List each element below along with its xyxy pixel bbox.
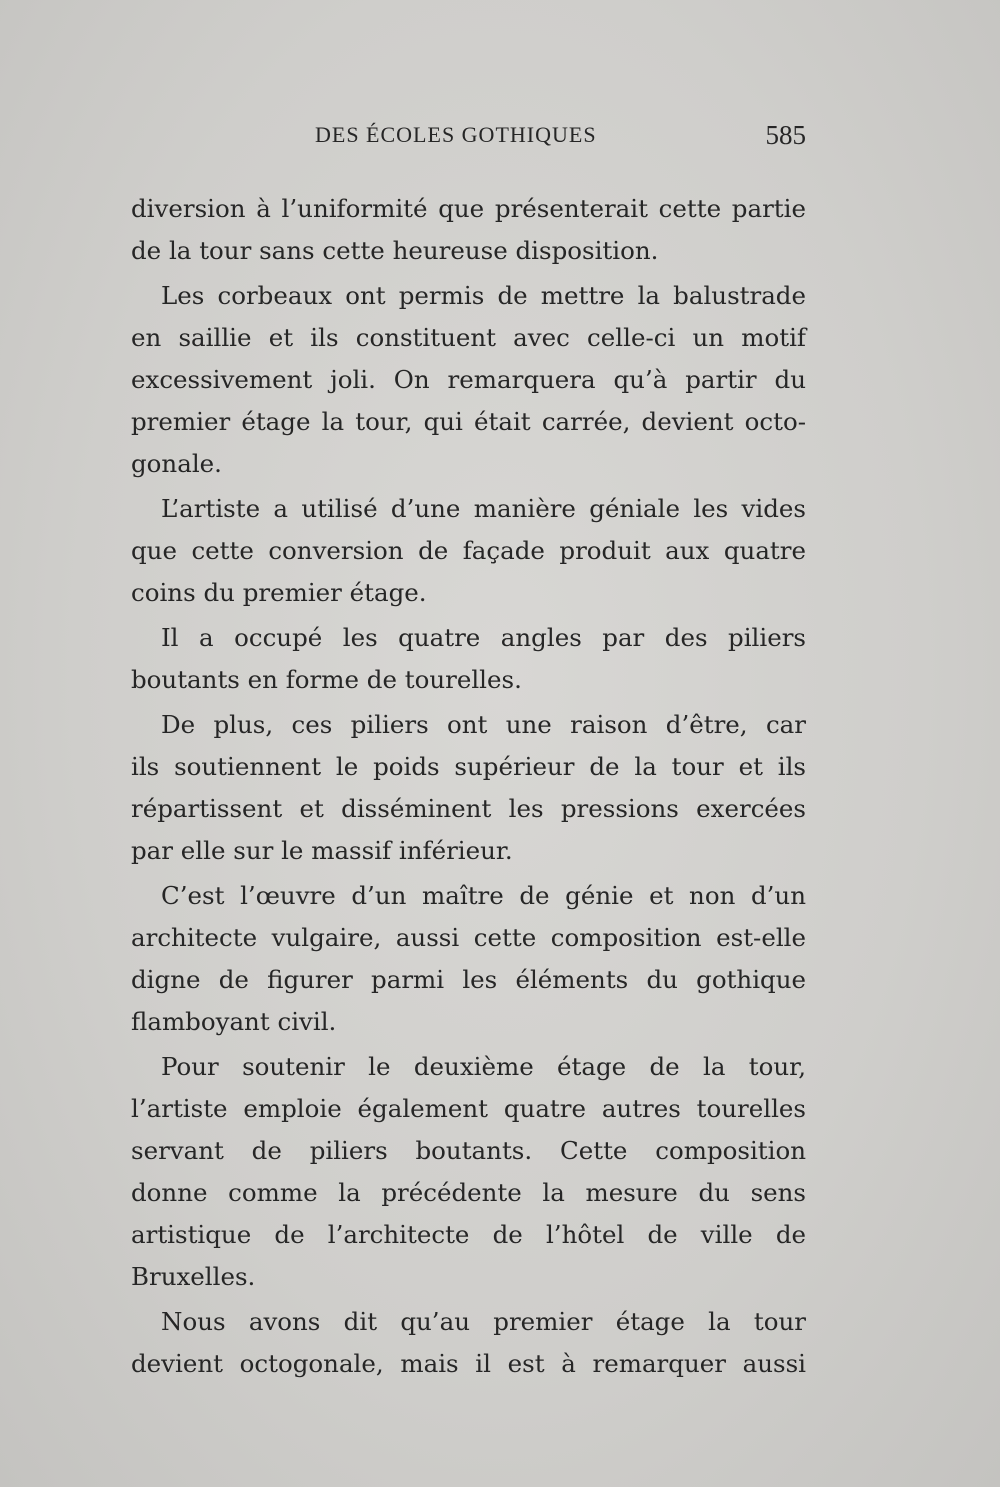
paragraph (131, 188, 806, 272)
text-line: Les corbeaux ont permis de mettre la balustrade (161, 281, 806, 310)
text-line: premier étage la tour, qui était carrée, devient octo- (131, 407, 806, 436)
text-line: excessivement joli. On remarquera qu’à partir du (131, 365, 806, 394)
text-line: De plus, ces piliers ont une raison d’être, car (161, 710, 806, 739)
body-text (131, 188, 806, 1388)
running-head: DES ÉCOLES GOTHIQUES (315, 122, 597, 147)
paragraph (131, 1301, 806, 1385)
text-line: C’est l’œuvre d’un maître de génie et non d’un (161, 881, 806, 910)
text-line: Nous avons dit qu’au premier étage la tour (161, 1307, 806, 1336)
paragraph (131, 704, 806, 872)
paragraph (131, 617, 806, 701)
paragraph (131, 1046, 806, 1298)
text-line: Bruxelles. (131, 1262, 256, 1291)
text-line: servant de piliers boutants. Cette composition (131, 1136, 806, 1165)
text-line: de la tour sans cette heureuse disposition. (131, 236, 659, 265)
paragraph (131, 488, 806, 614)
paragraph (131, 275, 806, 485)
text-line: Il a occupé les quatre angles par des piliers (161, 623, 806, 652)
text-line: gonale. (131, 449, 222, 478)
text-line: que cette conversion de façade produit aux quatre (131, 536, 806, 565)
text-line: coins du premier étage. (131, 578, 427, 607)
text-line: en saillie et ils constituent avec celle-ci un motif (131, 323, 806, 352)
text-line: l’artiste emploie également quatre autres tourelles (131, 1094, 806, 1123)
text-line: répartissent et disséminent les pressions exercées (131, 794, 806, 823)
text-line: digne de figurer parmi les éléments du gothique (131, 965, 806, 994)
page-header (130, 122, 806, 162)
page-number: 585 (765, 120, 806, 150)
text-line: donne comme la précédente la mesure du sens (131, 1178, 806, 1207)
text-line: architecte vulgaire, aussi cette composition est-elle (131, 923, 806, 952)
text-line: flamboyant civil. (131, 1007, 337, 1036)
text-line: Pour soutenir le deuxième étage de la tour, (161, 1052, 806, 1081)
text-line: par elle sur le massif inférieur. (131, 836, 513, 865)
text-line: ils soutiennent le poids supérieur de la tour et ils (131, 752, 806, 781)
text-line: devient octogonale, mais il est à remarquer aussi (131, 1349, 806, 1378)
text-line: artistique de l’architecte de l’hôtel de ville de (131, 1220, 806, 1249)
paragraph (131, 875, 806, 1043)
text-line: boutants en forme de tourelles. (131, 665, 522, 694)
text-line: L’artiste a utilisé d’une manière géniale les vides (161, 494, 806, 523)
text-line: diversion à l’uniformité que présenterait cette partie (131, 194, 806, 223)
